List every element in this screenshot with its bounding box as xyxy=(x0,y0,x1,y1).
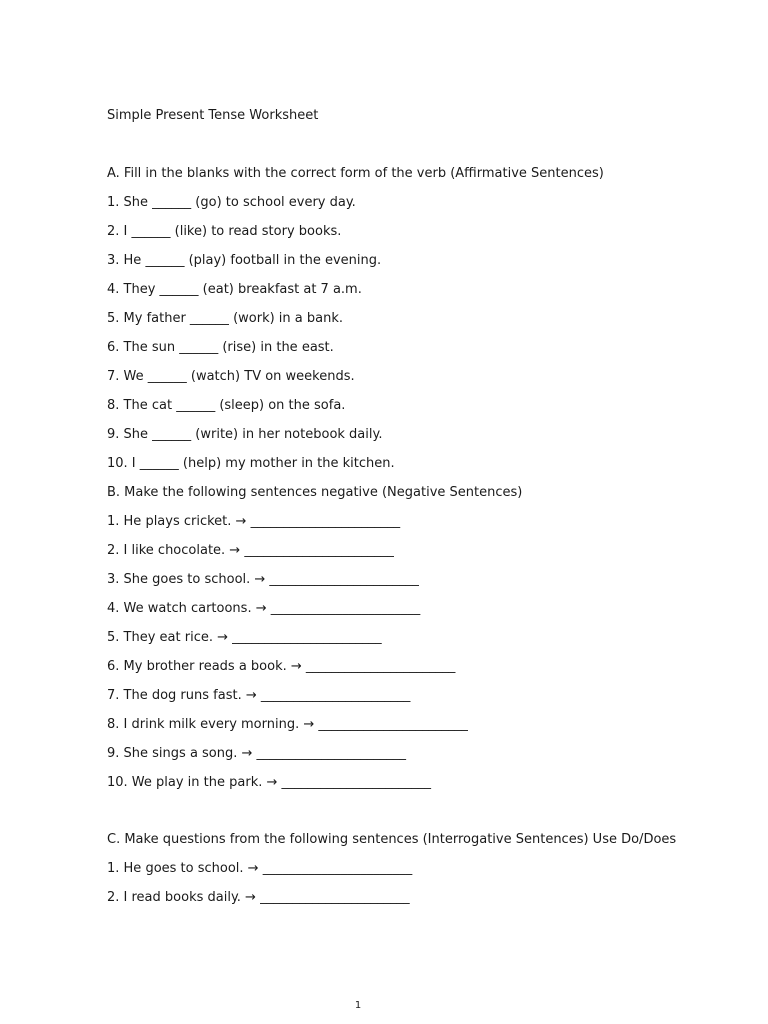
section-a-item-4: 4. They ______ (eat) breakfast at 7 a.m. xyxy=(107,282,362,297)
section-a-heading: A. Fill in the blanks with the correct form of the verb (Affirmative Sentences) xyxy=(107,166,604,181)
section-b-item-8: 8. I drink milk every morning. → _______________________ xyxy=(107,717,468,732)
section-a-item-9: 9. She ______ (write) in her notebook daily. xyxy=(107,427,383,442)
section-a-item-8: 8. The cat ______ (sleep) on the sofa. xyxy=(107,398,346,413)
section-c-heading: C. Make questions from the following sentences (Interrogative Sentences) Use Do/Does xyxy=(107,832,677,847)
section-b-item-10: 10. We play in the park. → _______________________ xyxy=(107,775,432,790)
section-b-item-9: 9. She sings a song. → _______________________ xyxy=(107,746,407,761)
page-title: Simple Present Tense Worksheet xyxy=(107,108,319,123)
page-number: 1 xyxy=(354,1000,362,1011)
section-b-heading: B. Make the following sentences negative (Negative Sentences) xyxy=(107,485,523,500)
section-c-item-2: 2. I read books daily. → _______________________ xyxy=(107,890,410,905)
section-b-item-2: 2. I like chocolate. → _______________________ xyxy=(107,543,394,558)
section-b-item-1: 1. He plays cricket. → _______________________ xyxy=(107,514,401,529)
section-a-item-1: 1. She ______ (go) to school every day. xyxy=(107,195,356,210)
section-b-item-4: 4. We watch cartoons. → _______________________ xyxy=(107,601,421,616)
section-a-item-7: 7. We ______ (watch) TV on weekends. xyxy=(107,369,355,384)
section-a-item-10: 10. I ______ (help) my mother in the kitchen. xyxy=(107,456,395,471)
section-c-item-1: 1. He goes to school. → _______________________ xyxy=(107,861,413,876)
section-b-item-5: 5. They eat rice. → _______________________ xyxy=(107,630,382,645)
section-a-item-2: 2. I ______ (like) to read story books. xyxy=(107,224,342,239)
section-b-item-6: 6. My brother reads a book. → _______________________ xyxy=(107,659,456,674)
section-a-item-5: 5. My father ______ (work) in a bank. xyxy=(107,311,343,326)
section-a-item-6: 6. The sun ______ (rise) in the east. xyxy=(107,340,334,355)
section-b-item-7: 7. The dog runs fast. → _______________________ xyxy=(107,688,411,703)
section-a-item-3: 3. He ______ (play) football in the evening. xyxy=(107,253,382,268)
section-b-item-3: 3. She goes to school. → _______________________ xyxy=(107,572,419,587)
